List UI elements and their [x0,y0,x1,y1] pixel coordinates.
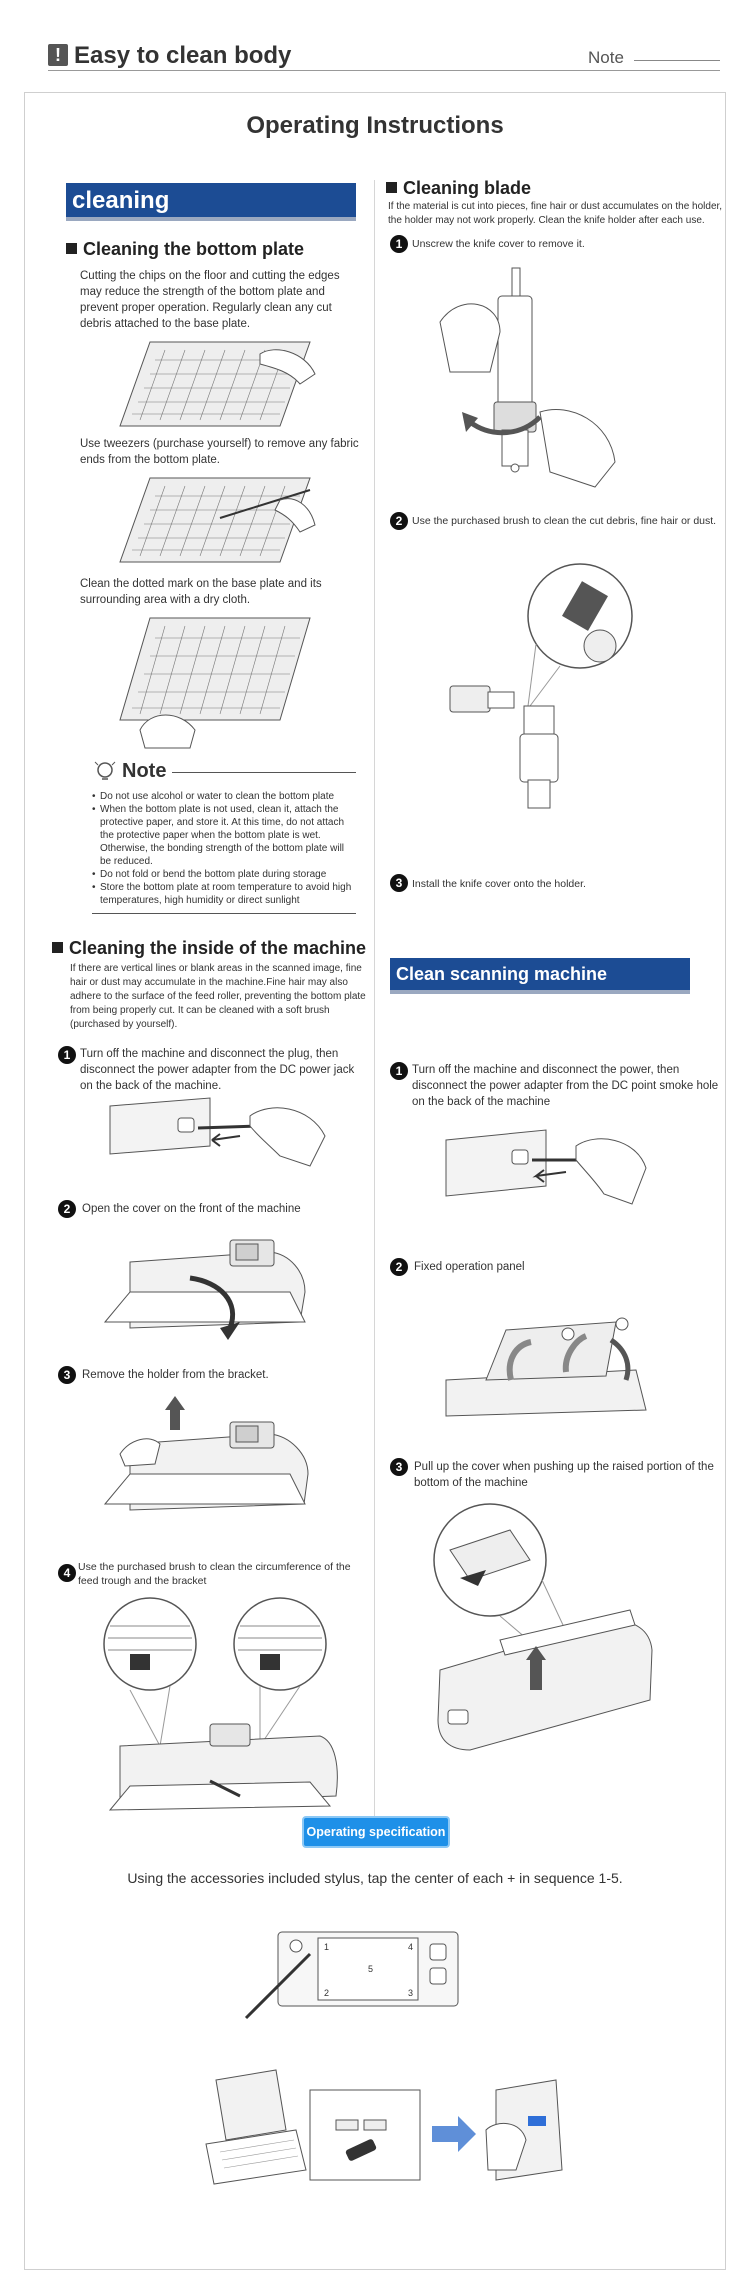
section-cleaning-title: cleaning [72,187,170,214]
note-line [634,60,720,61]
step-number: 4 [58,1564,76,1582]
scanner-unplug-illustration [436,1124,656,1220]
step-number: 2 [390,1258,408,1276]
cutting-mat-illustration-1 [110,334,320,434]
note-item: • When the bottom plate is not used, clean it, attach the protective paper, and store it. At this time, do not attach the protective paper when the bottom plate is wet. Otherwise, the bonding strength of the bottom plate will be reduced. [92,803,356,868]
lightbulb-icon [92,758,118,784]
bottom-plate-heading-text: Cleaning the bottom plate [83,239,305,259]
page-header [48,42,720,72]
open-cover-illustration [100,1232,320,1348]
blade-step-3: Install the knife cover onto the holder. [412,878,586,890]
section-scanner-title: Clean scanning machine [396,964,608,984]
note-box [92,758,356,914]
inside-heading [52,938,366,959]
step-number: 1 [390,235,408,253]
square-bullet-icon [386,182,397,193]
calibration-point-label: 5 [368,1964,374,1974]
header-title: Easy to clean body [74,42,292,69]
blade-intro: If the material is cut into pieces, fine hair or dust accumulates on the holder, the holder may not work properly. Clean the knife holder after each use. [388,201,723,226]
brush-cleaning-illustration [100,1596,340,1816]
scanner-step-3: Pull up the cover when pushing up the raised portion of the bottom of the machine [414,1461,714,1489]
calibration-point-label: 4 [408,1942,414,1952]
remove-holder-illustration [100,1394,320,1520]
usb-transfer-illustration [196,2060,566,2220]
scanner-step-1: Turn off the machine and disconnect the power, then disconnect the power adapter from the DC point smoke hole on the back of the machine [412,1064,719,1108]
step-number: 3 [58,1366,76,1384]
pull-cover-illustration [430,1500,660,1760]
bottom-plate-heading [66,239,304,260]
main-title: Operating Instructions [246,112,504,139]
calibration-point-label: 2 [324,1988,330,1998]
operating-specification-button[interactable]: Operating specification [302,1816,450,1848]
step-number: 3 [390,1458,408,1476]
note-item: • Do not fold or bend the bottom plate during storage [92,868,356,881]
note-item: • Do not use alcohol or water to clean the bottom plate [92,790,356,803]
inside-intro: If there are vertical lines or blank areas in the scanned image, fine hair or dust may accumulate in the machine.Fine hair may also adhere to the surface of the feed roller, preventing the bottom plate from being properly cut. It can be cleaned with a soft brush (purchased by yourself). [70,963,366,1030]
cutting-mat-illustration-2 [110,470,320,570]
calibration-point-label: 3 [408,1988,414,1998]
blade-step-1: Unscrew the knife cover to remove it. [412,238,585,250]
blade-heading-text: Cleaning blade [403,178,532,198]
section-scanner-bar [390,958,690,994]
note-list [92,790,356,907]
bottom-plate-para-1: Cutting the chips on the floor and cutting the edges may reduce the strength of the bottom plate and prevent proper operation. Regularly clean any cut debris attached to the base plate. [80,270,340,330]
note-line [172,772,356,773]
knife-cover-illustration [420,262,620,492]
calibration-point-label: 1 [324,1942,330,1952]
warning-badge-icon: ! [48,44,68,66]
step-number: 1 [390,1062,408,1080]
bottom-plate-para-2: Use tweezers (purchase yourself) to remove any fabric ends from the bottom plate. [80,438,359,466]
note-label: Note [122,760,167,782]
inside-step-2: Open the cover on the front of the machine [82,1203,301,1215]
section-cleaning-bar [66,183,356,221]
note-item: • Store the bottom plate at room temperature to avoid high temperatures, high humidity or direct sunlight [92,881,356,907]
header-rule [48,70,720,71]
blade-step-2: Use the purchased brush to clean the cut debris, fine hair or dust. [412,515,717,527]
note-header [92,758,356,784]
square-bullet-icon [66,243,77,254]
inside-step-4: Use the purchased brush to clean the circumference of the feed trough and the bracket [78,1561,351,1587]
step-number: 2 [390,512,408,530]
step-number: 2 [58,1200,76,1218]
blade-heading [386,178,531,199]
calibration-screen-illustration [240,1924,470,2024]
bottom-plate-para-3: Clean the dotted mark on the base plate and its surrounding area with a dry cloth. [80,578,322,606]
scanner-step-2: Fixed operation panel [414,1261,525,1273]
spec-instruction: Using the accessories included stylus, tap the center of each + in sequence 1-5. [127,1870,623,1886]
inside-step-3: Remove the holder from the bracket. [82,1369,269,1381]
note-bottom-rule [92,913,356,914]
inside-heading-text: Cleaning the inside of the machine [69,938,367,958]
unplug-illustration [100,1096,340,1180]
cutting-mat-illustration-3 [110,610,320,750]
operation-panel-illustration [436,1300,656,1420]
brush-blade-illustration [440,556,640,816]
step-number: 3 [390,874,408,892]
header-note-label: Note [588,48,624,67]
column-divider [374,180,375,1820]
inside-step-1: Turn off the machine and disconnect the plug, then disconnect the power adapter from the DC power jack on the back of the machine. [80,1048,355,1092]
square-bullet-icon [52,942,63,953]
step-number: 1 [58,1046,76,1064]
